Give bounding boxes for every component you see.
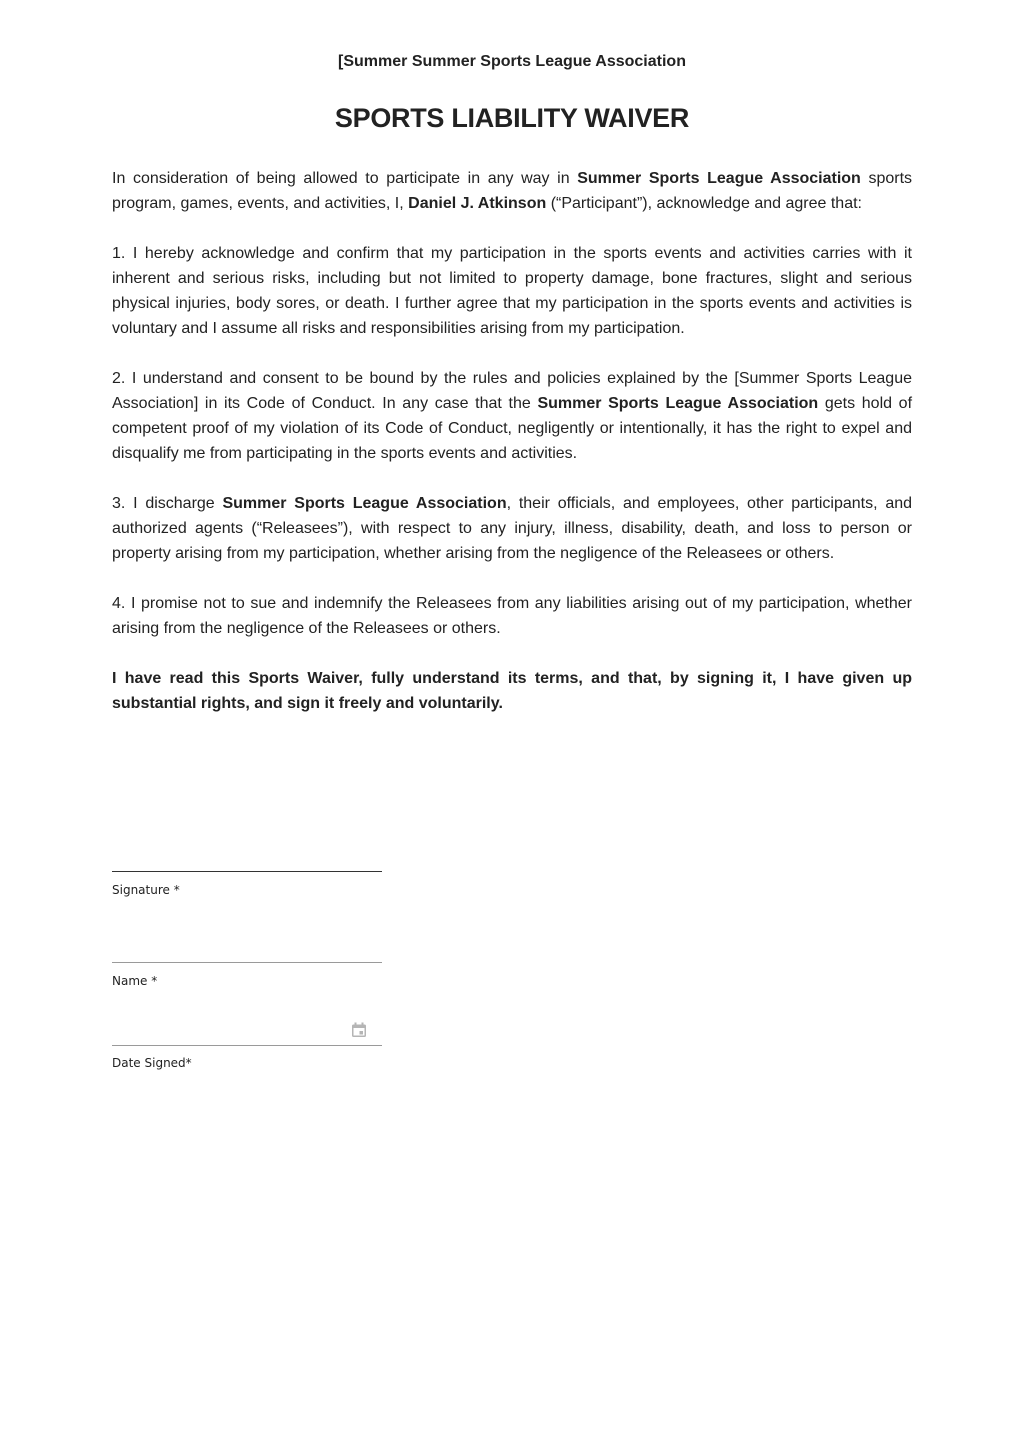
clause-1: 1. I hereby acknowledge and confirm that my participation in the sports events and activities carries with it inherent and serious risks, including but not limited to property damage, bone fractures, slight and serious physical injuries, body sores, or death. I further agree that my participation in the sports events and activities is voluntary and I assume all risks and responsibilities arising from my participation. <box>112 245 912 337</box>
participant-name: Daniel J. Atkinson <box>408 195 547 212</box>
name-field[interactable] <box>112 962 382 989</box>
intro-paragraph <box>112 166 912 216</box>
waiver-body <box>112 166 912 741</box>
page-title: SPORTS LIABILITY WAIVER <box>334 103 690 133</box>
clause-2-organization: Summer Sports League Association <box>537 395 819 412</box>
intro-text-3: (“Participant”), acknowledge and agree that: <box>546 195 862 212</box>
signature-label: Signature * <box>112 883 180 897</box>
clause-3-organization: Summer Sports League Association <box>222 495 507 512</box>
calendar-icon-graphic <box>351 1022 367 1038</box>
calendar-icon[interactable] <box>351 1022 367 1038</box>
clause-2 <box>112 366 912 466</box>
date-input-line[interactable] <box>112 1045 382 1046</box>
signature-field[interactable] <box>112 871 382 898</box>
acknowledgement-statement <box>112 666 912 716</box>
name-input-line[interactable] <box>112 962 382 963</box>
clause-2-text-1: 2. I understand and consent to be bound by the rules and policies explained by the [Summer Sports League Association] in its Code of Conduct. In any case that the <box>112 370 912 412</box>
intro-text-2: sports program, games, events, and activities, I, <box>112 170 913 212</box>
signature-line[interactable] <box>112 871 382 872</box>
organization-header: [Summer Summer Sports League Association <box>338 53 686 70</box>
clause-3-text-2: , their officials, and employees, other participants, and authorized agents (“Releasees”), with respect to any injury, illness, disability, death, and loss to person or property arising from my participation, whether arising from the negligence of the Releasees or others. <box>112 495 913 562</box>
acknowledgement-text: I have read this Sports Waiver, fully understand its terms, and that, by signing it, I have given up substantial rights, and sign it freely and voluntarily. <box>112 670 912 712</box>
intro-organization: Summer Sports League Association <box>577 170 861 187</box>
intro-text-1: In consideration of being allowed to participate in any way in <box>112 170 578 187</box>
date-signed-label: Date Signed* <box>112 1056 192 1070</box>
clause-2-text-2: gets hold of competent proof of my violation of its Code of Conduct, negligently or intentionally, it has the right to expel and disqualify me from participating in the sports events and activities. <box>112 395 913 462</box>
clause-3-text-1: 3. I discharge <box>112 495 223 512</box>
clause-3 <box>112 491 912 566</box>
clause-4: 4. I promise not to sue and indemnify the Releasees from any liabilities arising out of my participation, whether arising from the negligence of the Releasees or others. <box>112 595 912 637</box>
name-label: Name * <box>112 974 158 988</box>
date-signed-field[interactable] <box>112 1045 382 1071</box>
